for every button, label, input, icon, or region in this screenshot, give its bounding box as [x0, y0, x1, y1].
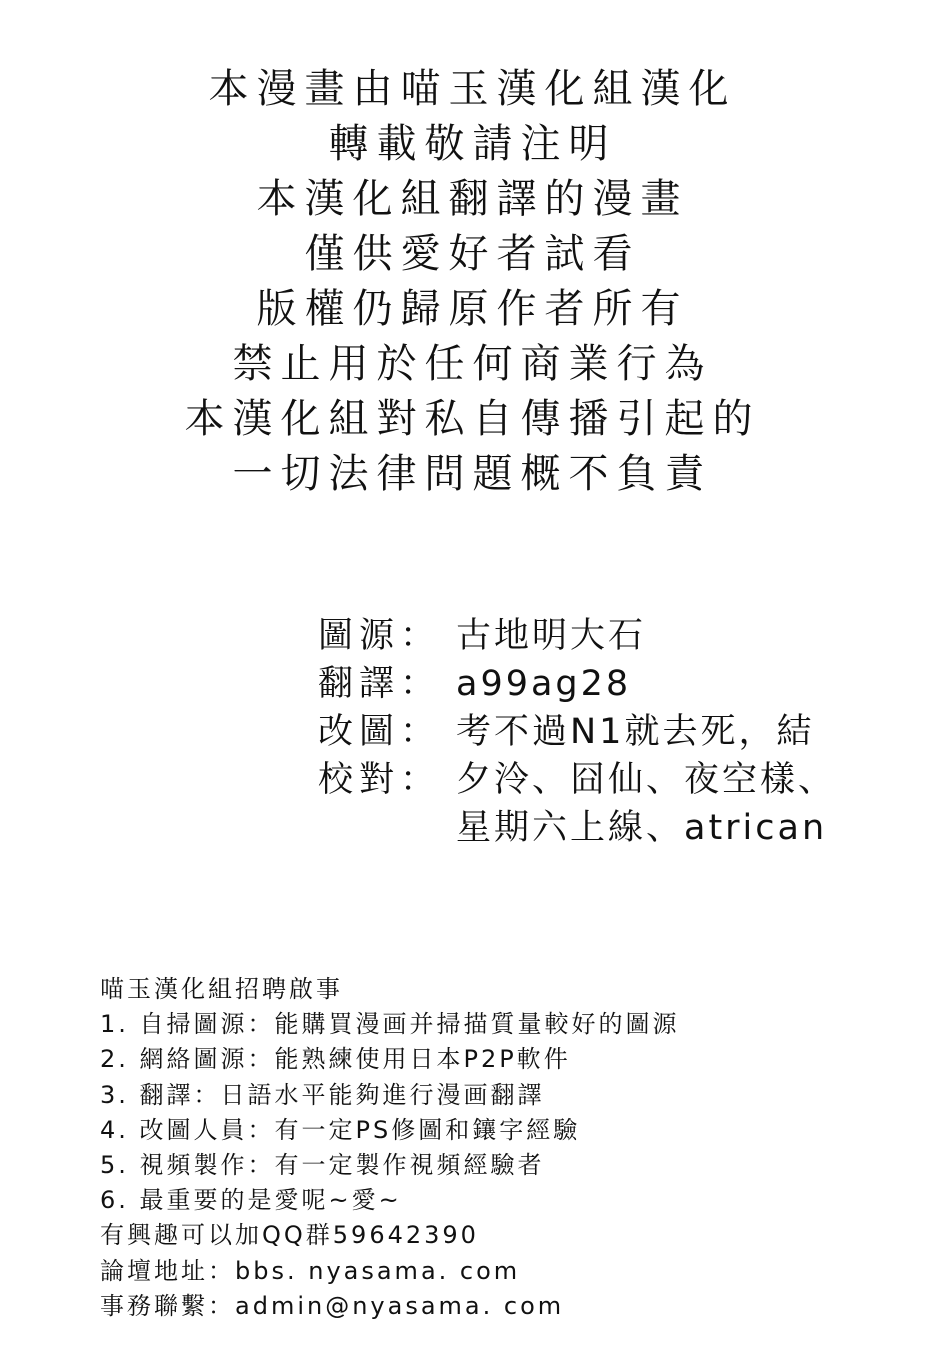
credit-source: [318, 612, 918, 660]
credit-translation: [318, 660, 918, 708]
copyright-notice: [0, 62, 945, 502]
recruit-item: 6. 最重要的是愛呢~愛~: [100, 1186, 402, 1215]
credit-edit-label: 改圖：: [318, 712, 442, 752]
credit-translation-label: 翻譯：: [318, 664, 442, 704]
credit-edit: [318, 708, 918, 756]
notice-line: 僅供愛好者試看: [304, 231, 641, 277]
credits: [318, 612, 918, 852]
notice-line: 禁止用於任何商業行為: [232, 341, 713, 387]
recruit-item: 1. 自掃圖源：能購買漫画并掃描質量較好的圖源: [100, 1010, 680, 1039]
credit-proof-value: 夕泠、囧仙、夜空樣、: [456, 760, 837, 800]
credit-source-value: 古地明大石: [456, 616, 647, 656]
credit-edit-value: 考不過N1就去死，結: [456, 712, 815, 752]
recruit-item: 5. 視頻製作：有一定製作視頻經驗者: [100, 1150, 545, 1179]
recruit-item: 4. 改圖人員：有一定PS修圖和鑲字經驗: [100, 1115, 581, 1144]
recruitment-notice: [100, 972, 920, 1324]
credit-translation-value: a99ag28: [456, 664, 632, 704]
notice-line: 版權仍歸原作者所有: [256, 286, 689, 332]
notice-line: 轉載敬請注明: [328, 121, 617, 167]
credit-proof-value-cont: 星期六上線、atrican: [456, 808, 828, 848]
notice-line: 一切法律問題概不負責: [232, 451, 713, 497]
credit-proof-label: 校對：: [318, 760, 442, 800]
recruit-title: 喵玉漢化組招聘啟事: [100, 975, 343, 1003]
credit-source-label: 圖源：: [318, 616, 442, 656]
notice-line: 本漢化組對私自傳播引起的: [184, 396, 761, 442]
credit-proof-continued: [318, 804, 918, 852]
recruit-item: 2. 網絡圖源：能熟練使用日本P2P軟件: [100, 1045, 571, 1074]
notice-line: 本漫畫由喵玉漢化組漢化: [208, 66, 737, 112]
credit-proof: [318, 756, 918, 804]
recruit-contact: 事務聯繫：admin@nyasama. com: [100, 1291, 565, 1320]
recruit-qq: 有興趣可以加QQ群59642390: [100, 1221, 479, 1250]
recruit-forum: 論壇地址：bbs. nyasama. com: [100, 1256, 521, 1285]
recruit-item: 3. 翻譯：日語水平能夠進行漫画翻譯: [100, 1080, 545, 1109]
notice-line: 本漢化組翻譯的漫畫: [256, 176, 689, 222]
